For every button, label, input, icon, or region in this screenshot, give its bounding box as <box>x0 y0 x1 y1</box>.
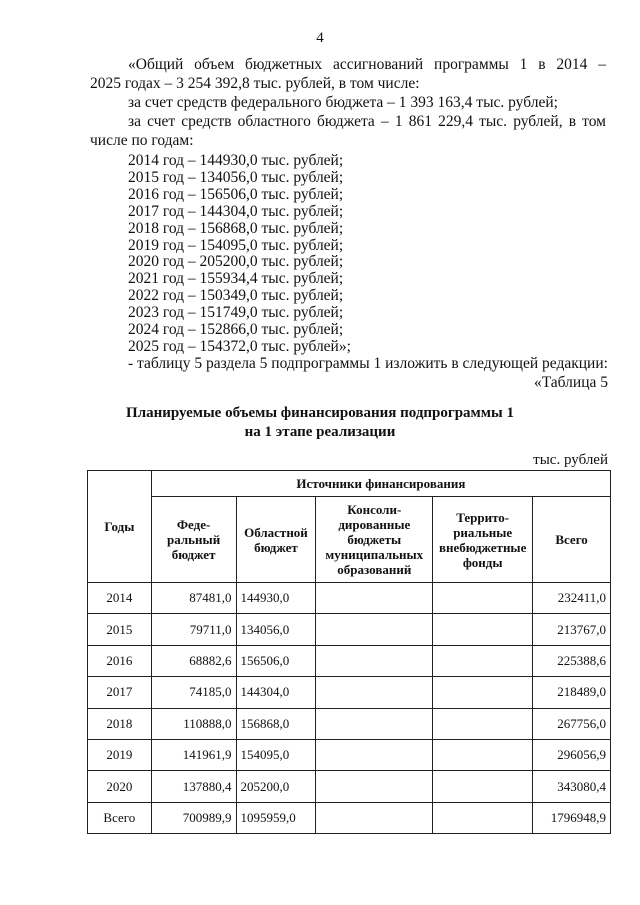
table-row <box>88 614 611 645</box>
cell-year: 2020 <box>88 771 152 802</box>
cell-year: 2016 <box>88 645 152 676</box>
cell-federal: 68882,6 <box>151 645 236 676</box>
header-funds-line: Террито- <box>456 509 510 525</box>
cell-municipal <box>316 583 433 614</box>
cell-total: 213767,0 <box>533 614 611 645</box>
units-label: тыс. рублей <box>533 452 608 468</box>
cell-total: 1796948,9 <box>533 802 611 833</box>
table-row <box>88 677 611 708</box>
year-line: 2020 год – 205200,0 тыс. рублей; <box>128 253 344 271</box>
header-federal <box>151 497 236 583</box>
cell-federal: 700989,9 <box>151 802 236 833</box>
cell-municipal <box>316 739 433 770</box>
year-line: 2023 год – 151749,0 тыс. рублей; <box>128 304 344 322</box>
cell-regional: 1095959,0 <box>236 802 316 833</box>
year-line: 2022 год – 150349,0 тыс. рублей; <box>128 287 344 305</box>
cell-regional: 144930,0 <box>236 583 316 614</box>
cell-municipal <box>316 802 433 833</box>
header-years: Годы <box>88 471 152 583</box>
cell-funds <box>433 771 533 802</box>
table-row <box>88 802 611 833</box>
cell-year: 2019 <box>88 739 152 770</box>
cell-municipal <box>316 677 433 708</box>
cell-year: Всего <box>88 802 152 833</box>
header-funds-line: фонды <box>462 554 503 570</box>
table-title-line-1: Планируемые объемы финансирования подпрограммы 1 <box>126 405 514 421</box>
cell-funds <box>433 583 533 614</box>
cell-total: 218489,0 <box>533 677 611 708</box>
cell-municipal <box>316 645 433 676</box>
cell-regional: 156868,0 <box>236 708 316 739</box>
cell-federal: 74185,0 <box>151 677 236 708</box>
cell-federal: 110888,0 <box>151 708 236 739</box>
header-funds-line: риальные <box>453 524 513 540</box>
year-line: 2024 год – 152866,0 тыс. рублей; <box>128 321 344 338</box>
cell-year: 2017 <box>88 677 152 708</box>
cell-federal: 87481,0 <box>151 583 236 614</box>
cell-funds <box>433 614 533 645</box>
header-municipal-line: дированные <box>338 517 411 532</box>
header-municipal <box>316 497 433 583</box>
header-municipal-line: муниципальных <box>325 547 424 562</box>
table-row <box>88 771 611 802</box>
cell-funds <box>433 802 533 833</box>
header-regional <box>236 497 316 583</box>
header-regional-line: бюджет <box>254 539 298 555</box>
table-row <box>88 708 611 739</box>
instruction-text: - таблицу 5 раздела 5 подпрограммы 1 изложить в следующей редакции: <box>128 355 608 372</box>
table-title <box>0 404 640 442</box>
header-municipal-line: образований <box>337 562 412 577</box>
cell-federal: 79711,0 <box>151 614 236 645</box>
financing-table <box>87 470 611 834</box>
cell-funds <box>433 645 533 676</box>
cell-total: 225388,6 <box>533 645 611 676</box>
cell-funds <box>433 739 533 770</box>
header-federal-line: ральный <box>167 532 221 547</box>
header-funds-line: внебюджетные <box>438 539 527 555</box>
intro-line-3: за счет средств федерального бюджета – 1 393 163,4 тыс. рублей; <box>128 94 558 111</box>
header-federal-line: бюджет <box>171 547 216 562</box>
year-line: 2021 год – 155934,4 тыс. рублей; <box>128 270 344 288</box>
year-line: 2014 год – 144930,0 тыс. рублей; <box>128 152 344 169</box>
cell-regional: 205200,0 <box>236 771 316 802</box>
intro-line-4: за счет средств областного бюджета – 1 861 229,4 тыс. рублей, в том <box>128 113 606 130</box>
cell-year: 2015 <box>88 614 152 645</box>
year-line: 2015 год – 134056,0 тыс. рублей; <box>128 168 344 186</box>
header-total <box>533 497 611 583</box>
table-reference: «Таблица 5 <box>533 374 608 391</box>
header-funds <box>433 497 533 583</box>
year-line: 2025 год – 154372,0 тыс. рублей»; <box>128 337 351 355</box>
cell-year: 2018 <box>88 708 152 739</box>
table-title-line-2: на 1 этапе реализации <box>244 424 396 440</box>
cell-year: 2014 <box>88 583 152 614</box>
intro-line-5: числе по годам: <box>90 132 194 149</box>
table-row <box>88 739 611 770</box>
header-sources: Источники финансирования <box>151 471 610 497</box>
cell-federal: 137880,4 <box>151 771 236 802</box>
header-municipal-line: бюджеты <box>347 532 402 547</box>
header-municipal-line: Консоли- <box>347 502 402 517</box>
page-number: 4 <box>316 30 324 46</box>
cell-funds <box>433 708 533 739</box>
cell-regional: 154095,0 <box>236 739 316 770</box>
year-line: 2018 год – 156868,0 тыс. рублей; <box>128 219 344 237</box>
cell-funds <box>433 677 533 708</box>
intro-line-2: 2025 годах – 3 254 392,8 тыс. рублей, в том числе: <box>90 75 420 92</box>
cell-regional: 144304,0 <box>236 677 316 708</box>
header-total-line: Всего <box>555 532 588 547</box>
cell-federal: 141961,9 <box>151 739 236 770</box>
cell-regional: 134056,0 <box>236 614 316 645</box>
table-row <box>88 645 611 676</box>
cell-total: 232411,0 <box>533 583 611 614</box>
header-federal-line: Феде- <box>176 517 211 532</box>
cell-total: 343080,4 <box>533 771 611 802</box>
header-regional-line: Областной <box>244 524 308 540</box>
intro-line-1: «Общий объем бюджетных ассигнований программы 1 в 2014 – <box>128 56 606 73</box>
cell-municipal <box>316 708 433 739</box>
cell-municipal <box>316 771 433 802</box>
year-line: 2019 год – 154095,0 тыс. рублей; <box>128 236 344 254</box>
cell-total: 296056,9 <box>533 739 611 770</box>
cell-municipal <box>316 614 433 645</box>
year-line: 2017 год – 144304,0 тыс. рублей; <box>128 202 344 220</box>
cell-regional: 156506,0 <box>236 645 316 676</box>
cell-total: 267756,0 <box>533 708 611 739</box>
year-line: 2016 год – 156506,0 тыс. рублей; <box>128 185 344 203</box>
table-row <box>88 583 611 614</box>
